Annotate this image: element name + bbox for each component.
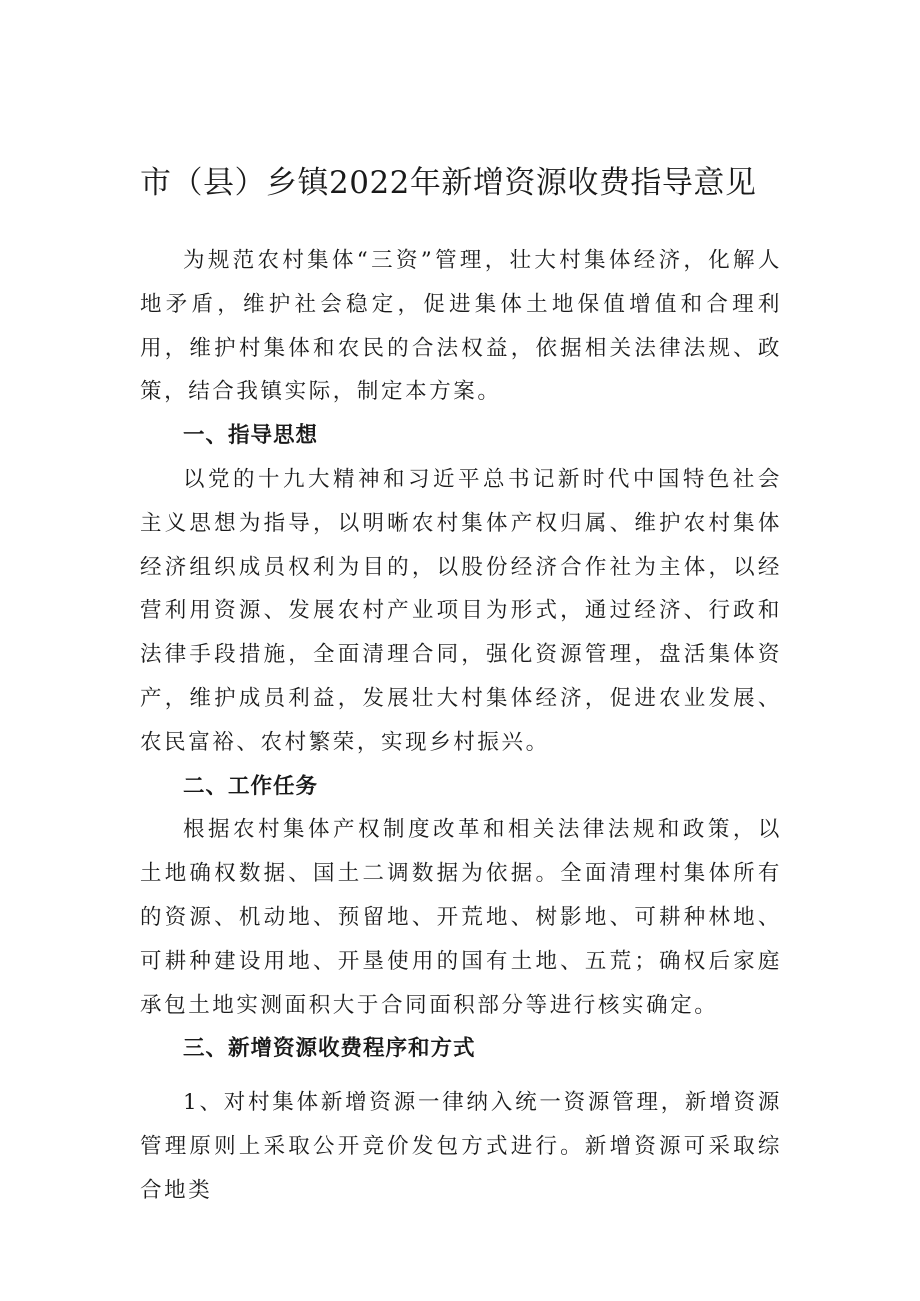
intro-paragraph: 为规范农村集体“三资”管理，壮大村集体经济，化解人地矛盾，维护社会稳定，促进集体土地保值增值和合理利用，维护村集体和农民的合法权益，依据相关法律法规、政策，结合我镇实际，制定本方案。 xyxy=(140,248,782,405)
document-title: 市（县）乡镇2022年新增资源收费指导意见 xyxy=(140,165,757,201)
section-heading-work-tasks: 二、工作任务 xyxy=(183,773,319,799)
section-paragraph-work-tasks: 根据农村集体产权制度改革和相关法律法规和政策，以土地确权数据、国土二调数据为依据。全面清理村集体所有的资源、机动地、预留地、开荒地、树影地、可耕种林地、可耕种建设用地、开垦使用的国有土地、五荒；确权后家庭承包土地实测面积大于合同面积部分等进行核实确定。 xyxy=(140,817,782,1018)
section-heading-guiding-ideology: 一、指导思想 xyxy=(183,423,319,449)
section-paragraph-guiding-ideology: 以党的十九大精神和习近平总书记新时代中国特色社会主义思想为指导，以明晰农村集体产权归属、维护农村集体经济组织成员权利为目的，以股份经济合作社为主体，以经营利用资源、发展农村产业项目为形式，通过经济、行政和法律手段措施，全面清理合同，强化资源管理，盘活集体资产，维护成员利益，发展壮大村集体经济，促进农业发展、农民富裕、农村繁荣，实现乡村振兴。 xyxy=(140,466,782,755)
section-paragraph-fee-procedure: 1、对村集体新增资源一律纳入统一资源管理，新增资源管理原则上采取公开竞价发包方式进行。新增资源可采取综合地类 xyxy=(140,1090,782,1203)
document-body xyxy=(140,239,782,1213)
section-heading-fee-procedure: 三、新增资源收费程序和方式 xyxy=(183,1036,476,1062)
